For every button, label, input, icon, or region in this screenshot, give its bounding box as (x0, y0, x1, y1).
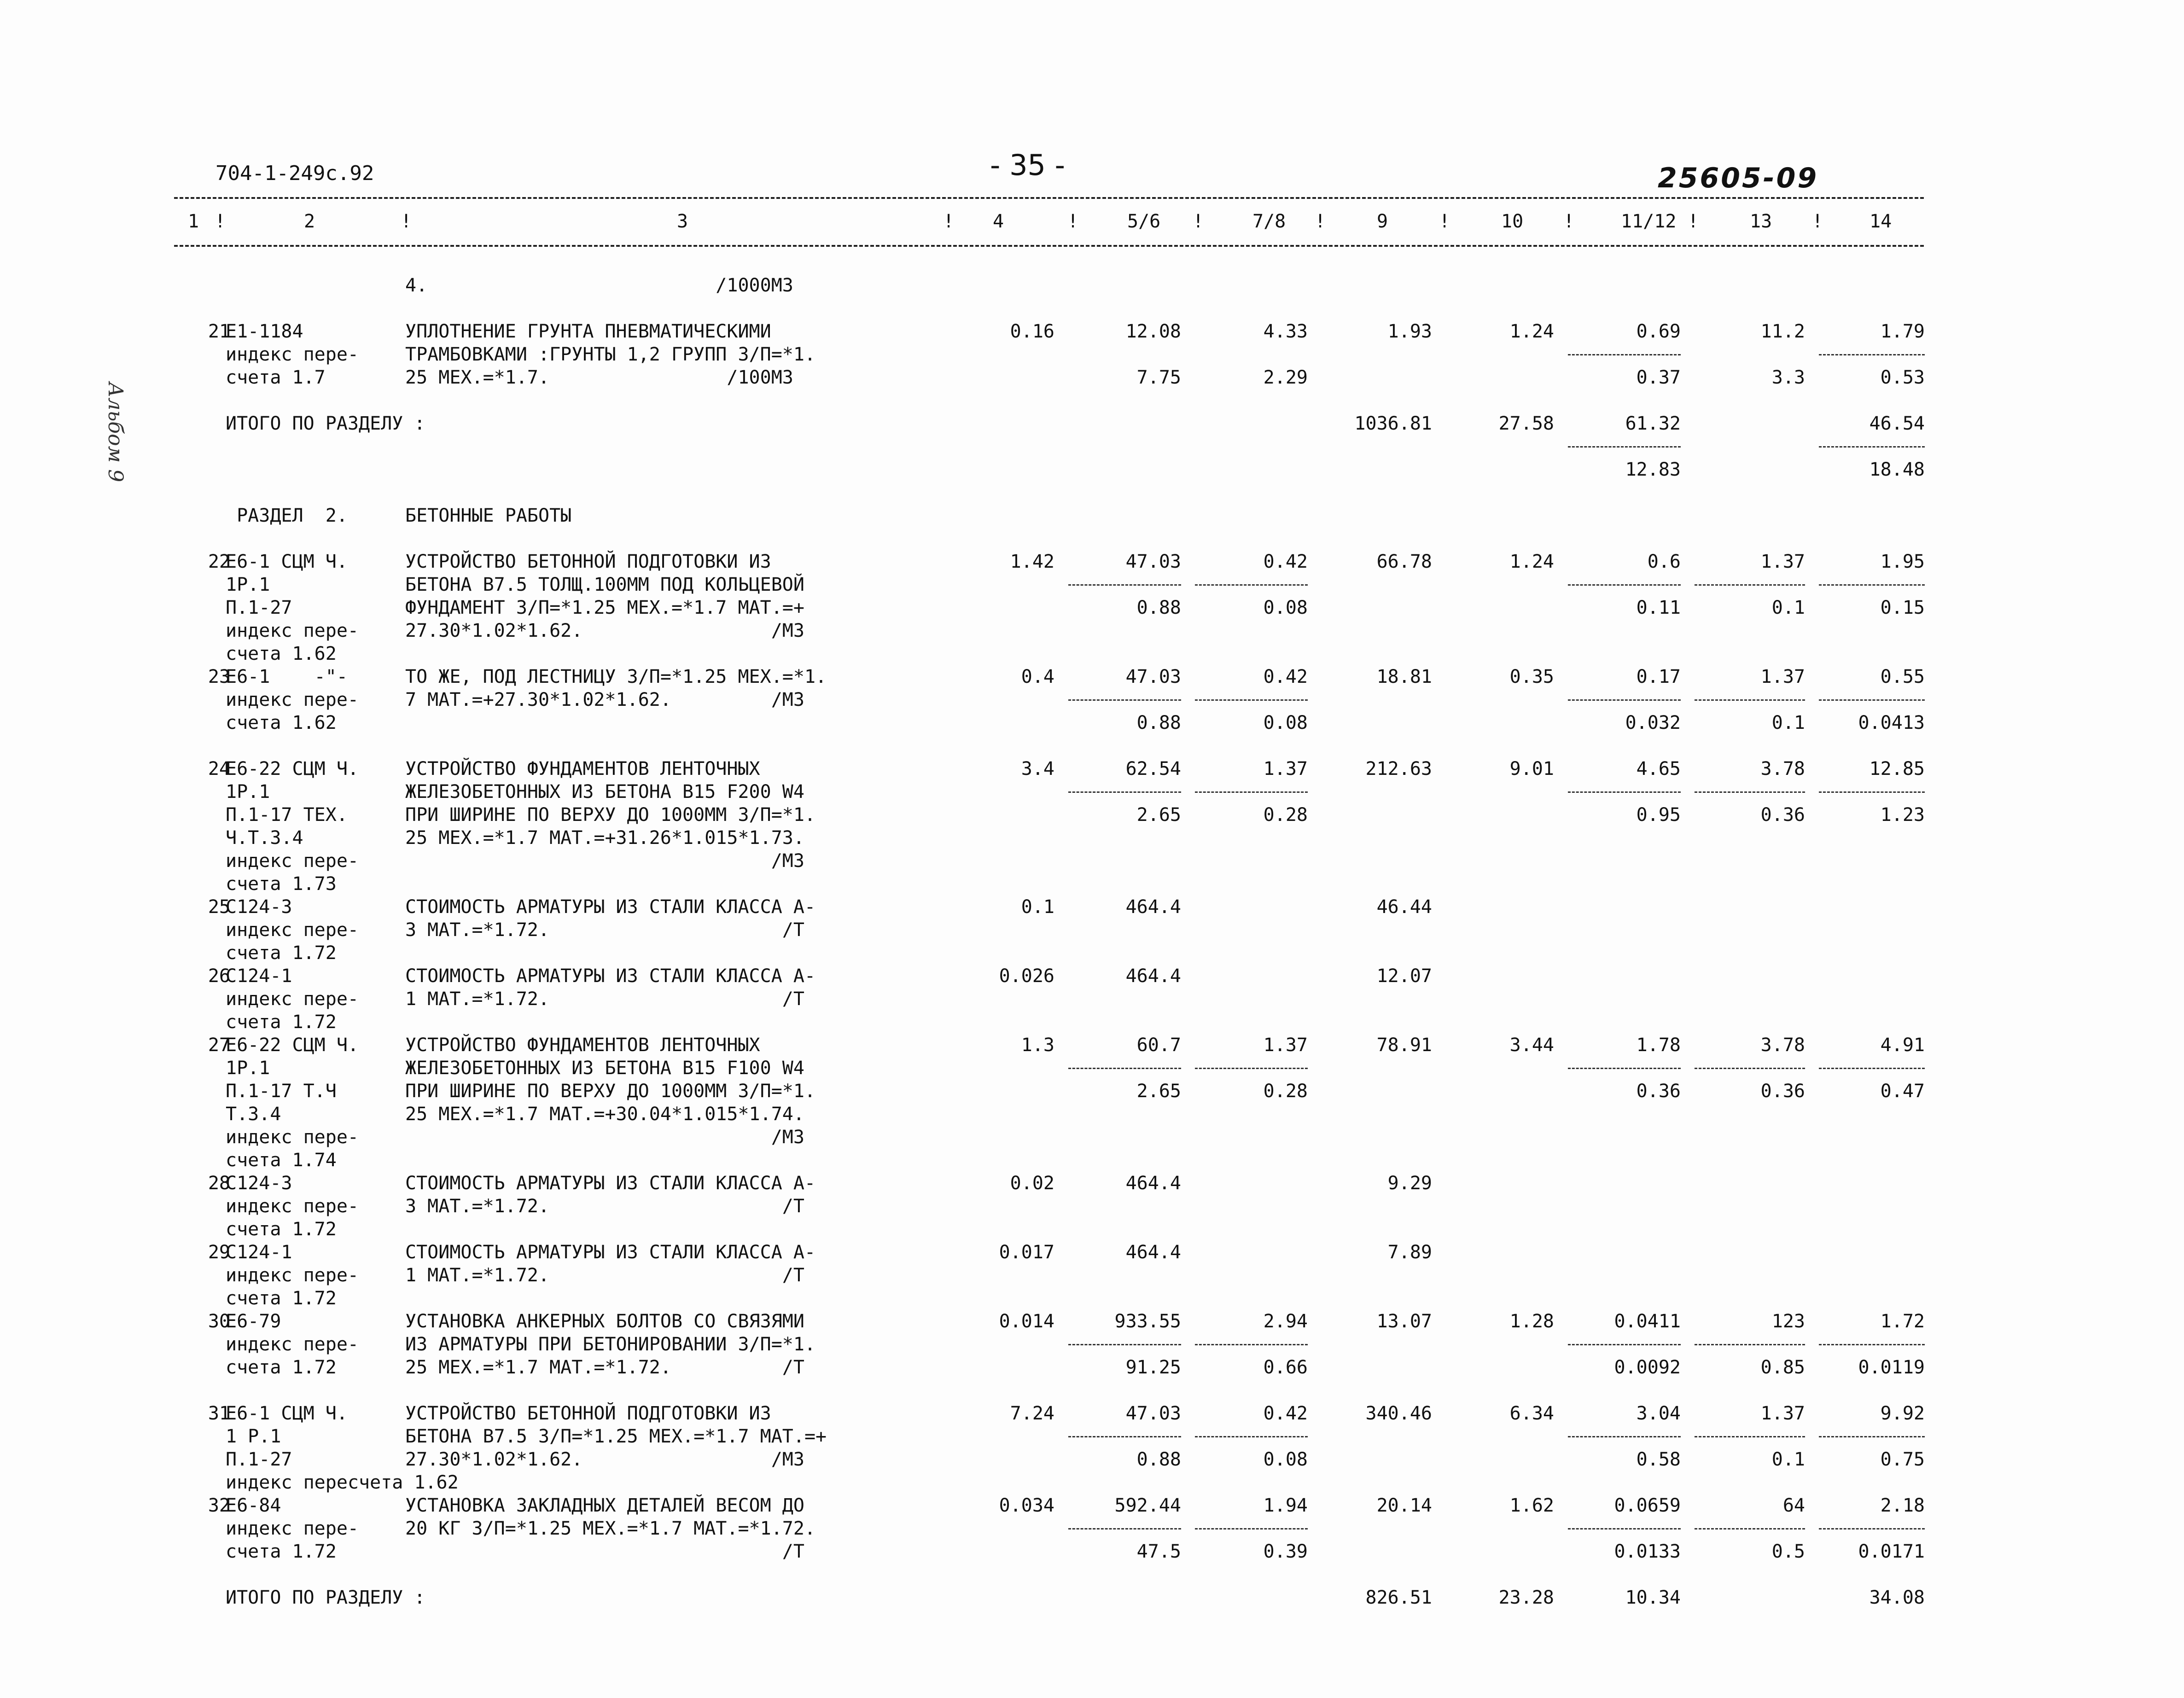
cell-c3: 25 МЕХ.=*1.7 МАТ.=+30.04*1.015*1.74. (405, 1104, 804, 1125)
cell-c4: 0.017 (999, 1242, 1054, 1263)
cell-c10: 0.35 (1509, 666, 1554, 687)
cell-c3: 27.30*1.02*1.62. /М3 (405, 1449, 804, 1470)
cell-c1: 23 (208, 666, 230, 687)
side-note-text: Альбом 9 (104, 382, 127, 483)
cell-c1112: 3.04 (1636, 1403, 1681, 1424)
cell-c3: ЖЕЛЕЗОБЕТОННЫХ ИЗ БЕТОНА В15 F200 W4 (405, 781, 804, 802)
cell-c10: 6.34 (1509, 1403, 1554, 1424)
cell-c3: ТРАМБОВКАМИ :ГРУНТЫ 1,2 ГРУПП З/П=*1. (405, 344, 816, 365)
cell-c4: 0.02 (1010, 1173, 1054, 1194)
cell-c2: С124-3 (226, 896, 292, 918)
cell-c56: 933.55 (1114, 1311, 1181, 1332)
column-header-1: 1 (188, 211, 199, 232)
cell-c13: 1.37 (1760, 1403, 1805, 1424)
value-separator-line (1068, 791, 1181, 793)
column-header-7: 9 (1377, 211, 1388, 232)
cell-c13: 0.1 (1771, 712, 1805, 733)
cell-c2: С124-1 (226, 965, 292, 987)
cell-c4: 0.034 (999, 1495, 1054, 1516)
value-separator-line (1568, 791, 1681, 793)
cell-c3: СТОИМОСТЬ АРМАТУРЫ ИЗ СТАЛИ КЛАССА А- (405, 965, 816, 987)
cell-c2: П.1-27 (226, 1449, 292, 1470)
cell-c4: 0.16 (1010, 321, 1054, 342)
cell-c2: индекс пере- (226, 1196, 359, 1217)
column-header-2: 2 (304, 211, 315, 232)
cell-c14: 12.85 (1869, 758, 1925, 779)
cell-c1: 26 (208, 965, 230, 987)
cell-c56: 2.65 (1136, 1081, 1181, 1102)
cell-c1: 22 (208, 551, 230, 572)
cell-c3: СТОИМОСТЬ АРМАТУРЫ ИЗ СТАЛИ КЛАССА А- (405, 1242, 816, 1263)
column-header-10: 13 (1750, 211, 1772, 232)
cell-c3: 7 МАТ.=+27.30*1.02*1.62. /М3 (405, 689, 804, 710)
cell-c1: 25 (208, 896, 230, 918)
value-separator-line (1195, 1528, 1308, 1529)
cell-c2: индекс пере- (226, 989, 359, 1010)
cell-c1112: 0.36 (1636, 1081, 1681, 1102)
cell-c78: 0.42 (1263, 666, 1308, 687)
cell-c14: 0.0413 (1858, 712, 1925, 733)
cell-c56: 12.08 (1125, 321, 1181, 342)
column-header-4: 4 (993, 211, 1004, 232)
cell-c2: ИТОГО ПО РАЗДЕЛУ : (226, 413, 425, 434)
cell-c10: 1.62 (1509, 1495, 1554, 1516)
cell-c2: индекс пере- (226, 850, 359, 872)
cell-c3: /Т (405, 1541, 804, 1562)
cell-c2: счета 1.72 (226, 1288, 337, 1309)
cell-c14: 1.72 (1880, 1311, 1925, 1332)
cell-c78: 2.29 (1263, 367, 1308, 388)
page-number: - 35 - (990, 148, 1066, 182)
cell-c13: 0.1 (1771, 1449, 1805, 1470)
cell-c14: 46.54 (1869, 413, 1925, 434)
value-separator-line (1819, 791, 1925, 793)
column-header-6: 7/8 (1252, 211, 1286, 232)
cell-c2: Е6-1 СЦМ Ч. (226, 1403, 348, 1424)
cell-c1112: 0.0659 (1614, 1495, 1681, 1516)
cell-c13: 3.3 (1771, 367, 1805, 388)
cell-c14: 1.95 (1880, 551, 1925, 572)
cell-c13: 1.37 (1760, 666, 1805, 687)
cell-c3: 1 МАТ.=*1.72. /Т (405, 989, 804, 1010)
column-separator: ! (943, 211, 955, 232)
cell-c4: 0.026 (999, 965, 1054, 987)
cell-c56: 47.03 (1125, 666, 1181, 687)
value-separator-line (1195, 1068, 1308, 1069)
column-separator: ! (1563, 211, 1575, 232)
cell-c1112: 4.65 (1636, 758, 1681, 779)
cell-c14: 9.92 (1880, 1403, 1925, 1424)
value-separator-line (1819, 1528, 1925, 1529)
cell-c1112: 0.69 (1636, 321, 1681, 342)
cell-c3: 25 МЕХ.=*1.7. /100М3 (405, 367, 793, 388)
cell-c78: 0.08 (1263, 1449, 1308, 1470)
cell-c3: 27.30*1.02*1.62. /М3 (405, 620, 804, 641)
handwritten-code: 25605-09 (1658, 162, 1819, 194)
cell-c2: 1 Р.1 (226, 1426, 281, 1447)
cell-c1112: 0.58 (1636, 1449, 1681, 1470)
cell-c13: 3.78 (1760, 1035, 1805, 1056)
column-header-11: 14 (1870, 211, 1892, 232)
cell-c3: ИЗ АРМАТУРЫ ПРИ БЕТОНИРОВАНИИ З/П=*1. (405, 1334, 816, 1355)
cell-c10: 3.44 (1509, 1035, 1554, 1056)
cell-c3: 4. /1000М3 (405, 275, 793, 296)
cell-c2: 1Р.1 (226, 781, 270, 802)
cell-c9: 1036.81 (1354, 413, 1432, 434)
cell-c2: 1Р.1 (226, 1058, 270, 1079)
cell-c3: /М3 (405, 850, 804, 872)
column-header-3: 3 (677, 211, 688, 232)
cell-c14: 0.0119 (1858, 1357, 1925, 1378)
cell-c3: УСТРОЙСТВО ФУНДАМЕНТОВ ЛЕНТОЧНЫХ (405, 1035, 760, 1056)
cell-c14: 0.15 (1880, 597, 1925, 618)
cell-c13: 0.85 (1760, 1357, 1805, 1378)
cell-c3: БЕТОННЫЕ РАБОТЫ (405, 505, 572, 526)
value-separator-line (1568, 1068, 1681, 1069)
cell-c56: 7.75 (1136, 367, 1181, 388)
cell-c2: счета 1.72 (226, 942, 337, 964)
cell-c56: 0.88 (1136, 1449, 1181, 1470)
value-separator-line (1695, 1528, 1805, 1529)
value-separator-line (1819, 446, 1925, 448)
value-separator-line (1195, 1344, 1308, 1345)
cell-c9: 20.14 (1376, 1495, 1432, 1516)
value-separator-line (1568, 1436, 1681, 1437)
column-separator: ! (1439, 211, 1450, 232)
column-separator: ! (1688, 211, 1699, 232)
cell-c1: 29 (208, 1242, 230, 1263)
cell-c1112: 1.78 (1636, 1035, 1681, 1056)
cell-c14: 1.23 (1880, 804, 1925, 826)
cell-c3: ПРИ ШИРИНЕ ПО ВЕРХУ ДО 1000ММ З/П=*1. (405, 804, 816, 826)
column-header-9: 11/12 (1621, 211, 1677, 232)
cell-c1112: 10.34 (1625, 1587, 1681, 1608)
cell-c9: 9.29 (1387, 1173, 1432, 1194)
cell-c9: 66.78 (1376, 551, 1432, 572)
cell-c1112: 0.11 (1636, 597, 1681, 618)
cell-c56: 0.88 (1136, 597, 1181, 618)
value-separator-line (1568, 1528, 1681, 1529)
cell-c1112: 0.37 (1636, 367, 1681, 388)
cell-c56: 2.65 (1136, 804, 1181, 826)
cell-c1: 24 (208, 758, 230, 779)
cell-c56: 464.4 (1125, 1242, 1181, 1263)
cell-c13: 0.36 (1760, 804, 1805, 826)
value-separator-line (1195, 791, 1308, 793)
cell-c2: С124-3 (226, 1173, 292, 1194)
cell-c78: 0.66 (1263, 1357, 1308, 1378)
column-separator: ! (1193, 211, 1204, 232)
value-separator-line (1695, 791, 1805, 793)
cell-c1112: 0.0092 (1614, 1357, 1681, 1378)
cell-c3: ПРИ ШИРИНЕ ПО ВЕРХУ ДО 1000ММ З/П=*1. (405, 1081, 816, 1102)
cell-c9: 78.91 (1376, 1035, 1432, 1056)
cell-c9: 340.46 (1365, 1403, 1432, 1424)
column-separator: ! (215, 211, 226, 232)
cell-c14: 18.48 (1869, 459, 1925, 480)
cell-c2: Ч.Т.3.4 (226, 827, 303, 849)
cell-c2: Е6-1 -"- (226, 666, 348, 687)
cell-c78: 0.39 (1263, 1541, 1308, 1562)
header-bottom-rule (174, 245, 1924, 247)
cell-c78: 2.94 (1263, 1311, 1308, 1332)
cell-c2: П.1-17 ТЕХ. (226, 804, 348, 826)
cell-c1112: 0.0411 (1614, 1311, 1681, 1332)
value-separator-line (1068, 584, 1181, 586)
cell-c2: П.1-27 (226, 597, 292, 618)
cell-c3: УСТРОЙСТВО БЕТОННОЙ ПОДГОТОВКИ ИЗ (405, 1403, 771, 1424)
cell-c10: 1.24 (1509, 551, 1554, 572)
cell-c3: 25 МЕХ.=*1.7 МАТ.=*1.72. /Т (405, 1357, 804, 1378)
cell-c1: 27 (208, 1035, 230, 1056)
cell-c78: 0.08 (1263, 597, 1308, 618)
cell-c2: Е6-84 (226, 1495, 281, 1516)
cell-c56: 592.44 (1114, 1495, 1181, 1516)
value-separator-line (1819, 1068, 1925, 1069)
value-separator-line (1068, 1436, 1181, 1437)
cell-c14: 0.55 (1880, 666, 1925, 687)
cell-c2: Е1-1184 (226, 321, 303, 342)
cell-c10: 1.28 (1509, 1311, 1554, 1332)
value-separator-line (1819, 354, 1925, 355)
column-header-8: 10 (1501, 211, 1524, 232)
cell-c3: УСТАНОВКА АНКЕРНЫХ БОЛТОВ СО СВЯЗЯМИ (405, 1311, 804, 1332)
cell-c14: 4.91 (1880, 1035, 1925, 1056)
cell-c2: Е6-1 СЦМ Ч. (226, 551, 348, 572)
cell-c4: 0.4 (1021, 666, 1054, 687)
cell-c56: 60.7 (1136, 1035, 1181, 1056)
cell-c2: Е6-22 СЦМ Ч. (226, 1035, 359, 1056)
cell-c14: 0.75 (1880, 1449, 1925, 1470)
value-separator-line (1568, 1344, 1681, 1345)
value-separator-line (1695, 1068, 1805, 1069)
cell-c1112: 0.95 (1636, 804, 1681, 826)
cell-c14: 1.79 (1880, 321, 1925, 342)
cell-c78: 1.37 (1263, 758, 1308, 779)
cell-c1112: 0.6 (1647, 551, 1681, 572)
cell-c3: УСТРОЙСТВО ФУНДАМЕНТОВ ЛЕНТОЧНЫХ (405, 758, 760, 779)
cell-c56: 464.4 (1125, 896, 1181, 918)
column-separator: ! (1315, 211, 1326, 232)
cell-c56: 47.03 (1125, 551, 1181, 572)
cell-c13: 0.5 (1771, 1541, 1805, 1562)
cell-c9: 12.07 (1376, 965, 1432, 987)
cell-c1: 21 (208, 321, 230, 342)
cell-c3: БЕТОНА В7.5 З/П=*1.25 МЕХ.=*1.7 МАТ.=+ (405, 1426, 827, 1447)
cell-c14: 0.47 (1880, 1081, 1925, 1102)
cell-c1: 30 (208, 1311, 230, 1332)
column-separator: ! (1812, 211, 1823, 232)
cell-c3: 20 КГ З/П=*1.25 МЕХ.=*1.7 МАТ.=*1.72. (405, 1518, 816, 1539)
cell-c56: 91.25 (1125, 1357, 1181, 1378)
cell-c3: УСТАНОВКА ЗАКЛАДНЫХ ДЕТАЛЕЙ ВЕСОМ ДО (405, 1495, 804, 1516)
cell-c9: 7.89 (1387, 1242, 1432, 1263)
cell-c2: индекс пере- (226, 1334, 359, 1355)
cell-c13: 64 (1782, 1495, 1805, 1516)
cell-c78: 0.42 (1263, 551, 1308, 572)
value-separator-line (1068, 1068, 1181, 1069)
cell-c56: 47.5 (1136, 1541, 1181, 1562)
cell-c14: 0.0171 (1858, 1541, 1925, 1562)
cell-c2: индекс пере- (226, 919, 359, 941)
cell-c4: 0.014 (999, 1311, 1054, 1332)
value-separator-line (1568, 584, 1681, 586)
cell-c3: ТО ЖЕ, ПОД ЛЕСТНИЦУ З/П=*1.25 МЕХ.=*1. (405, 666, 827, 687)
cell-c3: СТОИМОСТЬ АРМАТУРЫ ИЗ СТАЛИ КЛАССА А- (405, 896, 816, 918)
value-separator-line (1568, 446, 1681, 448)
cell-c3: 3 МАТ.=*1.72. /Т (405, 1196, 804, 1217)
cell-c9: 1.93 (1387, 321, 1432, 342)
cell-c1112: 12.83 (1625, 459, 1681, 480)
value-separator-line (1695, 1344, 1805, 1345)
cell-c9: 13.07 (1376, 1311, 1432, 1332)
cell-c13: 0.36 (1760, 1081, 1805, 1102)
cell-c1: 28 (208, 1173, 230, 1194)
cell-c2: индекс пересчета 1.62 (226, 1472, 459, 1493)
cell-c3: ЖЕЛЕЗОБЕТОННЫХ ИЗ БЕТОНА В15 F100 W4 (405, 1058, 804, 1079)
cell-c10: 27.58 (1498, 413, 1554, 434)
cell-c56: 62.54 (1125, 758, 1181, 779)
value-separator-line (1195, 584, 1308, 586)
cell-c4: 0.1 (1021, 896, 1054, 918)
cell-c9: 212.63 (1365, 758, 1432, 779)
cell-c2: индекс пере- (226, 1265, 359, 1286)
cell-c10: 23.28 (1498, 1587, 1554, 1608)
cell-c4: 7.24 (1010, 1403, 1054, 1424)
column-separator: ! (1067, 211, 1079, 232)
cell-c1112: 61.32 (1625, 413, 1681, 434)
cell-c3: 1 МАТ.=*1.72. /Т (405, 1265, 804, 1286)
cell-c2: счета 1.74 (226, 1150, 337, 1171)
cell-c78: 1.94 (1263, 1495, 1308, 1516)
cell-c2: 1Р.1 (226, 574, 270, 595)
value-separator-line (1195, 699, 1308, 701)
value-separator-line (1068, 1344, 1181, 1345)
document-code: 704-1-249с.92 (215, 162, 374, 185)
value-separator-line (1068, 1528, 1181, 1529)
value-separator-line (1195, 1436, 1308, 1437)
value-separator-line (1819, 1436, 1925, 1437)
value-separator-line (1819, 584, 1925, 586)
cell-c10: 9.01 (1509, 758, 1554, 779)
cell-c1: 32 (208, 1495, 230, 1516)
cell-c3: УПЛОТНЕНИЕ ГРУНТА ПНЕВМАТИЧЕСКИМИ (405, 321, 771, 342)
value-separator-line (1695, 1436, 1805, 1437)
cell-c2: РАЗДЕЛ 2. (226, 505, 348, 526)
cell-c3: УСТРОЙСТВО БЕТОННОЙ ПОДГОТОВКИ ИЗ (405, 551, 771, 572)
cell-c9: 18.81 (1376, 666, 1432, 687)
cell-c78: 0.08 (1263, 712, 1308, 733)
cell-c2: счета 1.72 (226, 1219, 337, 1240)
cell-c14: 34.08 (1869, 1587, 1925, 1608)
header-top-rule (174, 197, 1924, 199)
cell-c2: ИТОГО ПО РАЗДЕЛУ : (226, 1587, 425, 1608)
cell-c2: счета 1.72 (226, 1541, 337, 1562)
cell-c56: 464.4 (1125, 965, 1181, 987)
cell-c2: индекс пере- (226, 1127, 359, 1148)
cell-c2: счета 1.72 (226, 1012, 337, 1033)
cell-c13: 0.1 (1771, 597, 1805, 618)
cell-c4: 1.42 (1010, 551, 1054, 572)
cell-c4: 1.3 (1021, 1035, 1054, 1056)
cell-c2: счета 1.7 (226, 367, 326, 388)
value-separator-line (1819, 699, 1925, 701)
cell-c2: индекс пере- (226, 689, 359, 710)
cell-c9: 826.51 (1365, 1587, 1432, 1608)
cell-c3: /М3 (405, 1127, 804, 1148)
cell-c2: счета 1.73 (226, 873, 337, 895)
cell-c1112: 0.17 (1636, 666, 1681, 687)
cell-c2: индекс пере- (226, 1518, 359, 1539)
cell-c4: 3.4 (1021, 758, 1054, 779)
cell-c3: 25 МЕХ.=*1.7 МАТ.=+31.26*1.015*1.73. (405, 827, 804, 849)
side-note (104, 382, 127, 493)
cell-c13: 123 (1771, 1311, 1805, 1332)
cell-c13: 1.37 (1760, 551, 1805, 572)
cell-c3: БЕТОНА В7.5 ТОЛЩ.100ММ ПОД КОЛЬЦЕВОЙ (405, 574, 804, 595)
column-separator: ! (401, 211, 412, 232)
cell-c10: 1.24 (1509, 321, 1554, 342)
value-separator-line (1819, 1344, 1925, 1345)
cell-c78: 0.28 (1263, 804, 1308, 826)
cell-c14: 0.53 (1880, 367, 1925, 388)
value-separator-line (1568, 699, 1681, 701)
value-separator-line (1695, 584, 1805, 586)
cell-c13: 11.2 (1760, 321, 1805, 342)
cell-c78: 0.42 (1263, 1403, 1308, 1424)
column-header-5: 5/6 (1127, 211, 1161, 232)
cell-c56: 464.4 (1125, 1173, 1181, 1194)
cell-c1: 31 (208, 1403, 230, 1424)
value-separator-line (1695, 699, 1805, 701)
cell-c2: П.1-17 Т.Ч (226, 1081, 337, 1102)
cell-c2: Е6-22 СЦМ Ч. (226, 758, 359, 779)
cell-c14: 2.18 (1880, 1495, 1925, 1516)
cell-c56: 47.03 (1125, 1403, 1181, 1424)
value-separator-line (1068, 699, 1181, 701)
cell-c3: ФУНДАМЕНТ З/П=*1.25 МЕХ.=*1.7 МАТ.=+ (405, 597, 804, 618)
cell-c2: счета 1.62 (226, 712, 337, 733)
cell-c2: С124-1 (226, 1242, 292, 1263)
cell-c1112: 0.0133 (1614, 1541, 1681, 1562)
cell-c9: 46.44 (1376, 896, 1432, 918)
cell-c2: счета 1.72 (226, 1357, 337, 1378)
cell-c2: счета 1.62 (226, 643, 337, 664)
cell-c3: СТОИМОСТЬ АРМАТУРЫ ИЗ СТАЛИ КЛАССА А- (405, 1173, 816, 1194)
cell-c1112: 0.032 (1625, 712, 1681, 733)
cell-c78: 0.28 (1263, 1081, 1308, 1102)
value-separator-line (1568, 354, 1681, 355)
cell-c3: 3 МАТ.=*1.72. /Т (405, 919, 804, 941)
cell-c78: 4.33 (1263, 321, 1308, 342)
cell-c2: Т.3.4 (226, 1104, 281, 1125)
cell-c2: индекс пере- (226, 620, 359, 641)
cell-c56: 0.88 (1136, 712, 1181, 733)
cell-c2: индекс пере- (226, 344, 359, 365)
cell-c2: Е6-79 (226, 1311, 281, 1332)
cell-c13: 3.78 (1760, 758, 1805, 779)
cell-c78: 1.37 (1263, 1035, 1308, 1056)
